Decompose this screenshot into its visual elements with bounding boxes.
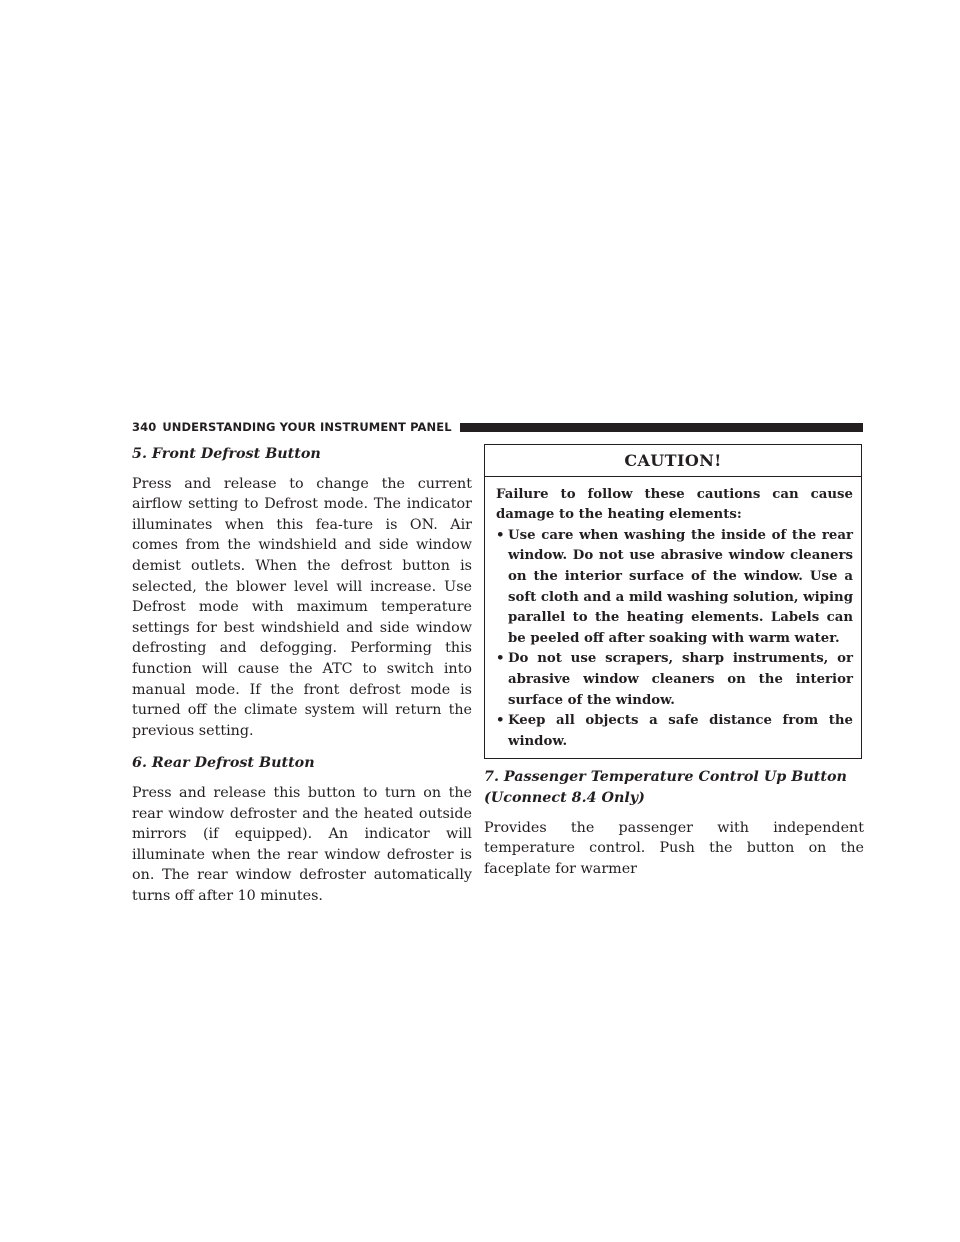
caution-item	[496, 711, 853, 752]
bullet-icon: •	[496, 713, 505, 729]
header-rule	[460, 423, 863, 432]
section-7-body: Provides the passenger with independent temperature control. Push the button on the faceplate for warmer	[484, 819, 864, 877]
caution-item-text: Keep all objects a safe distance from the window.	[508, 713, 853, 749]
section-5-heading: 5. Front Defrost Button	[132, 446, 321, 462]
right-column	[484, 440, 864, 891]
section-5-body: Press and release to change the current airflow setting to Defrost mode. The indicator illuminates when this fea-ture is ON. Air comes from the windshield and side window demist outlets. When the defrost button is selected, the blower level will increase. Use Defrost mode with maximum temperature settings for best windshield and side window defrosting and defogging. Performing this function will cause the ATC to switch into manual mode. If the front defrost mode is turned off the climate system will return the previous setting.	[132, 475, 472, 739]
section-title: UNDERSTANDING YOUR INSTRUMENT PANEL	[162, 420, 452, 434]
caution-item	[496, 649, 853, 711]
caution-list	[496, 526, 853, 753]
section-6-body: Press and release this button to turn on the rear window defroster and the heated outside mirrors (if equipped). An indicator will illuminate when the rear window defroster is on. The rear window defroster automatically turns off after 10 minutes.	[132, 784, 472, 904]
caution-intro: Failure to follow these cautions can cause damage to the heating elements:	[496, 486, 853, 523]
caution-item	[496, 526, 853, 650]
bullet-icon: •	[496, 651, 505, 667]
caution-title: CAUTION!	[485, 445, 861, 477]
page-header	[132, 418, 863, 436]
page-number: 340	[132, 420, 157, 434]
left-column	[132, 440, 472, 918]
caution-item-text: Do not use scrapers, sharp instruments, or abrasive window cleaners on the interior surface of the window.	[508, 651, 853, 708]
caution-item-text: Use care when washing the inside of the rear window. Do not use abrasive window cleaners on the interior surface of the window. Use a soft cloth and a mild washing solution, wiping parallel to the heating elements. Labels can be peeled off after soaking with warm water.	[508, 527, 853, 646]
caution-body	[485, 477, 861, 759]
section-7-heading: 7. Passenger Temperature Control Up Button (Uconnect 8.4 Only)	[484, 769, 847, 806]
bullet-icon: •	[496, 527, 505, 543]
caution-box	[484, 444, 862, 759]
section-6-heading: 6. Rear Defrost Button	[132, 755, 315, 772]
